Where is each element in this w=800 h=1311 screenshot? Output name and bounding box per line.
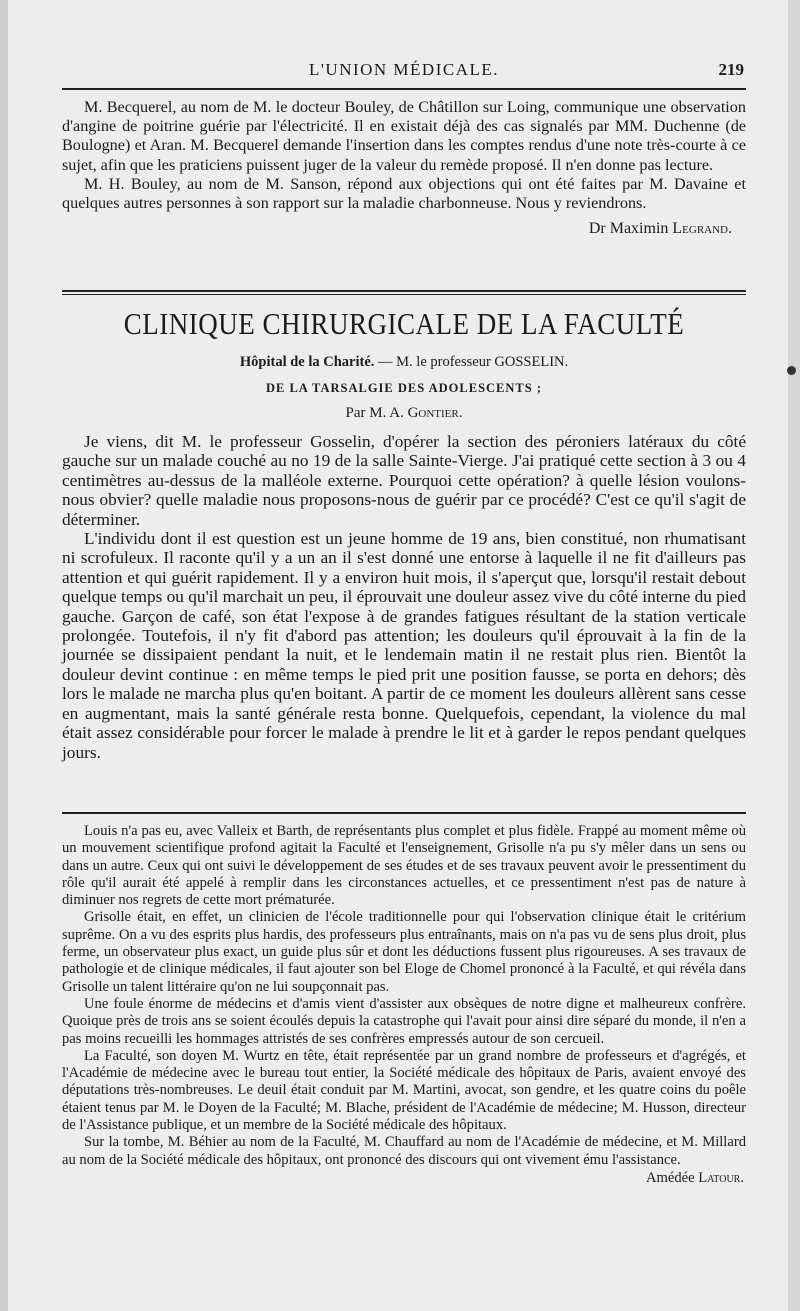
- feuilleton-paragraph: Une foule énorme de médecins et d'amis vient d'assister aux obsèques de notre digne et malheureux confrère. Quoique près de trois ans se soient écoulés depuis la catastrophe qui l'avait pour ainsi dire séparé du monde, il n'en a pas moins recueilli les hommages attristés de ses confrères empressés autour de son cercueil.: [62, 995, 746, 1047]
- page-number: 219: [718, 60, 744, 79]
- professor-name: — M. le professeur GOSSELIN.: [374, 354, 569, 370]
- feuilleton-paragraph: La Faculté, son doyen M. Wurtz en tête, était représentée par un grand nombre de professeurs et d'agrégés, et l'Académie de médecine avec le bureau tout entier, la Société médicale des hôpitaux de Paris, avaient envoyé des députations très-nombreuses. Le deuil était conduit par M. Martini, avocat, son gendre, et les quatre coins du poêle étaient tenus par M. le Doyen de la Faculté; M. Blache, président de l'Académie de médecine; M. Husson, directeur de l'Assistance publique, et un membre de la Société médicale des hôpitaux.: [62, 1047, 746, 1134]
- ink-spot: [787, 366, 796, 375]
- hospital-name: Hôpital de la Charité.: [239, 354, 375, 370]
- feuilleton: [62, 823, 746, 1187]
- feuilleton-rule: [62, 812, 746, 814]
- byline-prefix: Par M. A.: [345, 405, 404, 421]
- clinic-body: [62, 432, 746, 762]
- clinic-paragraph: Je viens, dit M. le professeur Gosselin, d'opérer la section des péroniers latéraux du côté gauche sur un malade couché au no 19 de la salle Sainte-Vierge. J'ai pratiqué cette section à 3 ou 4 centimètres au-dessus de la malléole externe. Pourquoi cette opération? à quelle lésion voulons-nous obvier? quelle maladie nous proposons-nous de guérir par ce procédé? C'est ce qu'il s'agit de déterminer.: [62, 432, 746, 529]
- feuilleton-paragraph: Louis n'a pas eu, avec Valleix et Barth, de représentants plus complet et plus fidèle. Frappé au moment même où un mouvement scientifique profond agitait la Faculté et l'enseignement, Grisolle n'a pu s'y mêler dans un sens ou dans un autre. Ceux qui ont suivi le développement de ses études et de ses travaux peuvent avoir le pressentiment du rôle qu'il aurait été appelé à remplir dans les circonstances actuelles, et ce pressentiment n'est pas de nature à diminuer nos regrets de cette mort prématurée.: [62, 823, 746, 909]
- signature-prefix: Dr Maximin: [588, 220, 669, 238]
- byline: [62, 405, 746, 422]
- report-paragraph: M. H. Bouley, au nom de M. Sanson, répond aux objections qui ont été faites par M. Davaine et quelques autres personnes à son rapport sur la maladie charbonneuse. Nous y reviendrons.: [62, 174, 746, 213]
- running-head: [62, 58, 746, 84]
- academy-report: [62, 98, 746, 238]
- header-rule: [62, 88, 746, 90]
- signature-name: Latour.: [698, 1169, 744, 1186]
- feuilleton-signature: [62, 1170, 746, 1187]
- report-signature: [62, 219, 746, 238]
- scan-right-edge: [788, 0, 800, 1311]
- clinic-title: CLINIQUE CHIRURGICALE DE LA FACULTÉ: [123, 307, 685, 341]
- journal-title: L'UNION MÉDICALE.: [308, 60, 500, 79]
- section-rule-bottom: [62, 294, 746, 295]
- signature-name: Legrand.: [672, 220, 732, 238]
- feuilleton-paragraph: Sur la tombe, M. Béhier au nom de la Faculté, M. Chauffard au nom de l'Académie de médecine, et M. Millard au nom de la Société médicale des hôpitaux, ont prononcé des discours qui ont vivement ému l'assistance.: [62, 1134, 746, 1168]
- report-paragraph: M. Becquerel, au nom de M. le docteur Bouley, de Châtillon sur Loing, communique une observation d'angine de poitrine guérie par l'électricité. Il en existait déjà des cas signalés par MM. Duchenne (de Boulogne) et Aran. M. Becquerel demande l'insertion dans les comptes rendus d'une note très-courte à ce sujet, afin que les praticiens puissent juger de la valeur du remède proposé. Il n'en donne pas lecture.: [62, 98, 746, 174]
- feuilleton-paragraph: Grisolle était, en effet, un clinicien de l'école traditionnelle pour qui l'observation clinique était le critérium suprême. On a vu des esprits plus hardis, des professeurs plus entraînants, mais on n'a pas vu de sens plus droit, plus ferme, un observateur plus exact, un guide plus sûr et dont les déductions fussent plus rigoureuses. A ses travaux de pathologie et de clinique médicales, il faut ajouter son bel Eloge de Chomel prononcé à la Faculté, et qui révéla dans Grisolle un talent littéraire qu'on ne lui soupçonnait pas.: [62, 909, 746, 995]
- signature-prefix: Amédée: [646, 1169, 695, 1186]
- byline-name: Gontier.: [407, 405, 463, 421]
- lecture-topic: DE LA TARSALGIE DES ADOLESCENTS ;: [265, 381, 543, 395]
- clinic-paragraph: L'individu dont il est question est un jeune homme de 19 ans, bien constitué, non rhumatisant ni scrofuleux. Il raconte qu'il y a un an il s'est donné une entorse à laquelle il ne fit d'ailleurs pas attention et qui guérit rapidement. Il y a environ huit mois, il s'aperçut que, lorsqu'il restait debout quelque temps ou qu'il marchait un peu, il éprouvait une douleur assez vive du côté interne du pied gauche. Garçon de café, son état l'expose à de grandes fatigues résultant de la station verticale prolongée. Toutefois, il n'y fit d'abord pas attention; les douleurs qu'il éprouvait à la fin de la journée se dissipaient pendant la nuit, et le lendemain matin il ne restait plus rien. Bientôt la douleur devint continue : en même temps le pied prit une position fausse, se porta en dehors; dès lors le malade ne marcha plus qu'en boitant. A partir de ce moment les douleurs allèrent sans cesse en augmentant, mais la santé générale resta bonne. Quelquefois, cependant, la violence du mal était assez considérable pour forcer le malade à prendre le lit et à garder le repos pendant quelques jours.: [62, 529, 746, 762]
- scan-left-edge: [0, 0, 8, 1311]
- section-rule-top: [62, 290, 746, 292]
- clinic-subtitle: [62, 354, 746, 371]
